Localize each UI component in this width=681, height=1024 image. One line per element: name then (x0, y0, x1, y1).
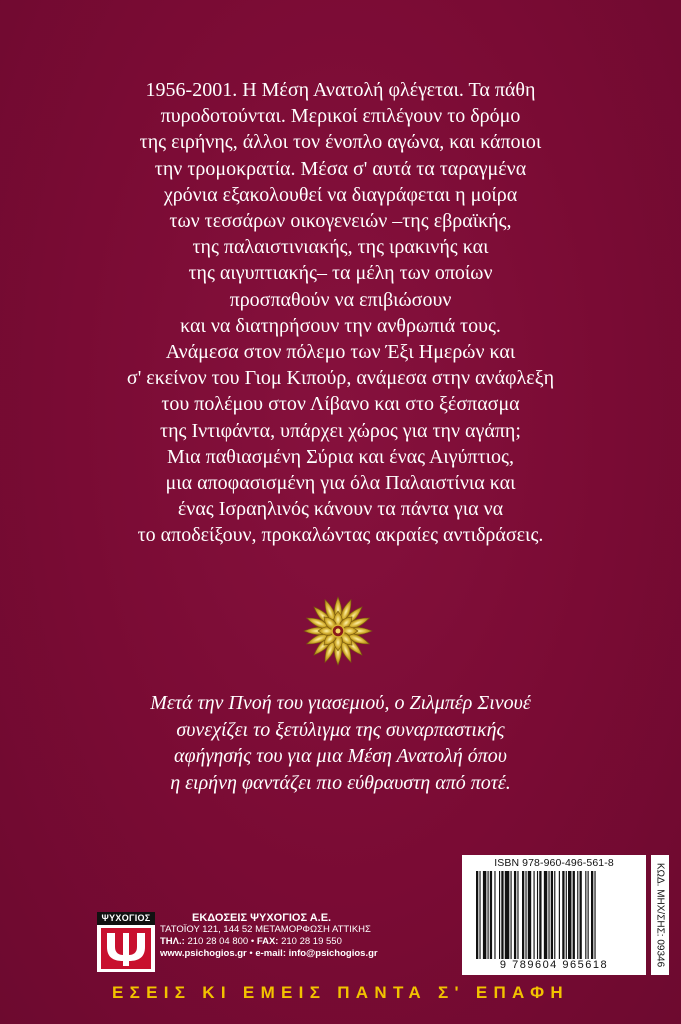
blurb-line: την τρομοκρατία. Μέσα σ' αυτά τα ταραγμένα (154, 157, 527, 180)
fax-label: FAX: (256, 936, 279, 947)
phone-label: ΤΗΛ.: (160, 936, 185, 947)
publisher-logo (97, 912, 155, 972)
barcode-bar (566, 871, 567, 959)
closing-line: συνεχίζει το ξετύλιγμα της συναρπαστικής (176, 718, 505, 741)
closing-text (60, 690, 621, 796)
blurb-line: σ' εκείνον του Γιομ Κιπούρ, ανάμεσα στην ανάφλεξη (126, 367, 555, 390)
barcode-bar (539, 871, 541, 959)
blurb-line: μια αποφασισμένη για όλα Παλαιστίνια και (165, 472, 516, 495)
blurb-line: των τεσσάρων οικογενειών –της εβραϊκής, (169, 210, 512, 233)
blurb-line: Μια παθιασμένη Σύρια και ένας Αιγύπτιος, (167, 445, 514, 468)
blurb-line: της Ιντιφάντα, υπάρχει χώρος για την αγάπη; (160, 419, 521, 442)
closing-line: Μετά την Πνοή του γιασεμιού, ο Ζιλμπέρ Σινουέ (150, 692, 531, 714)
barcode-bar (505, 871, 510, 959)
fax-number: 210 28 19 550 (281, 936, 342, 947)
barcode-bar (525, 871, 526, 959)
barcode-bar (479, 871, 480, 959)
barcode-bar (559, 871, 560, 959)
blurb-line: ένας Ισραηλινός κάνουν τα πάντα για να (177, 498, 504, 521)
phone-number: 210 28 04 800 (187, 936, 249, 947)
barcode-bars (476, 871, 636, 959)
blurb-line: Ανάμεσα στον πόλεμο των Έξι Ημερών και (165, 341, 516, 364)
barcode-bar (544, 871, 547, 959)
barcode-bar (588, 871, 589, 959)
barcode-bar (528, 871, 531, 959)
barcode-bar (580, 871, 582, 959)
barcode-bar (511, 871, 512, 959)
publisher-info (160, 912, 460, 960)
barcode-bar (501, 871, 503, 959)
product-code (651, 855, 669, 975)
barcode-bar (594, 871, 595, 959)
closing-line: η ειρήνη φαντάζει πιο εύθραυστη από ποτέ. (170, 771, 511, 794)
logo-text: ΨΥΧΟΓΙΟΣ (97, 912, 155, 925)
isbn-number: ISBN 978-960-496-561-8 (494, 857, 614, 869)
closing-line: αφήγησής του για μια Μέση Ανατολή όπου (174, 745, 507, 767)
barcode-bar (522, 871, 524, 959)
barcode-bar (483, 871, 486, 959)
barcode-bar (562, 871, 564, 959)
blurb-line: 1956-2001. Η Μέση Ανατολή φλέγεται. Τα πάθη (145, 79, 536, 101)
barcode-bar (537, 871, 538, 959)
barcode-bar (499, 871, 500, 959)
barcode-bar (591, 871, 593, 959)
barcode-bar (554, 871, 555, 959)
email-link[interactable]: info@psichogios.gr (288, 948, 378, 959)
barcode-bar (517, 871, 518, 959)
isbn-barcode (462, 855, 646, 975)
barcode-bar (551, 871, 553, 959)
mandala-ornament-icon (303, 596, 373, 666)
barcode-bar (488, 871, 489, 959)
blurb-line: χρόνια εξακολουθεί να διαγράφεται η μοίρα (163, 183, 518, 206)
email-label: e-mail: (255, 948, 286, 959)
blurb-line: προσπαθούν να επιβιώσουν (229, 288, 452, 311)
blurb-line: της αιγυπτιακής– τα μέλη των οποίων (188, 262, 493, 285)
publisher-contact: ΤΗΛ.: 210 28 04 800 • FAX: 210 28 19 550 (160, 936, 342, 947)
publisher-name: ΕΚΔΟΣΕΙΣ ΨΥΧΟΓΙΟΣ Α.Ε. (192, 912, 332, 924)
barcode-bar (514, 871, 516, 959)
blurb-line: και να διατηρήσουν την ανθρωπιά τους. (180, 314, 501, 337)
barcode-bar (534, 871, 535, 959)
barcode-bar (476, 871, 478, 959)
barcode-bar (577, 871, 578, 959)
barcode-bar (568, 871, 571, 959)
barcode-bar (548, 871, 549, 959)
blurb-line: της παλαιστινιακής, της ιρακινής και (192, 236, 489, 259)
blurb-line: του πολέμου στον Λίβανο και στο ξέσπασμα (161, 393, 520, 416)
barcode-bar (585, 871, 586, 959)
blurb-line: το αποδείξουν, προκαλώντας ακραίες αντιδράσεις. (137, 524, 544, 547)
blurb-line: της ειρήνης, άλλοι τον ένοπλο αγώνα, και κάποιοι (139, 131, 542, 154)
barcode-bar (494, 871, 495, 959)
publisher-slogan: ΕΣΕΙΣ ΚΙ ΕΜΕΙΣ ΠΑΝΤΑ Σ' ΕΠΑΦΗ (111, 983, 570, 1002)
blurb-text (60, 77, 621, 549)
blurb-line: πυροδοτούνται. Μερικοί επιλέγουν το δρόμο (160, 105, 521, 128)
product-code-text: ΚΩΔ. ΜΗΧ/ΣΗΣ: 09346 (654, 862, 666, 968)
barcode-bar (490, 871, 492, 959)
publisher-web: www.psichogios.gr • e-mail: info@psichogios.gr (160, 948, 378, 959)
barcode-bar (573, 871, 575, 959)
psi-logo-icon (97, 925, 155, 972)
publisher-address: ΤΑΤΟΪΟΥ 121, 144 52 ΜΕΤΑΜΟΡΦΩΣΗ ΑΤΤΙΚΗΣ (160, 924, 371, 935)
barcode-digits: 9 789604 965618 (499, 959, 609, 971)
website-link[interactable]: www.psichogios.gr (160, 948, 247, 959)
